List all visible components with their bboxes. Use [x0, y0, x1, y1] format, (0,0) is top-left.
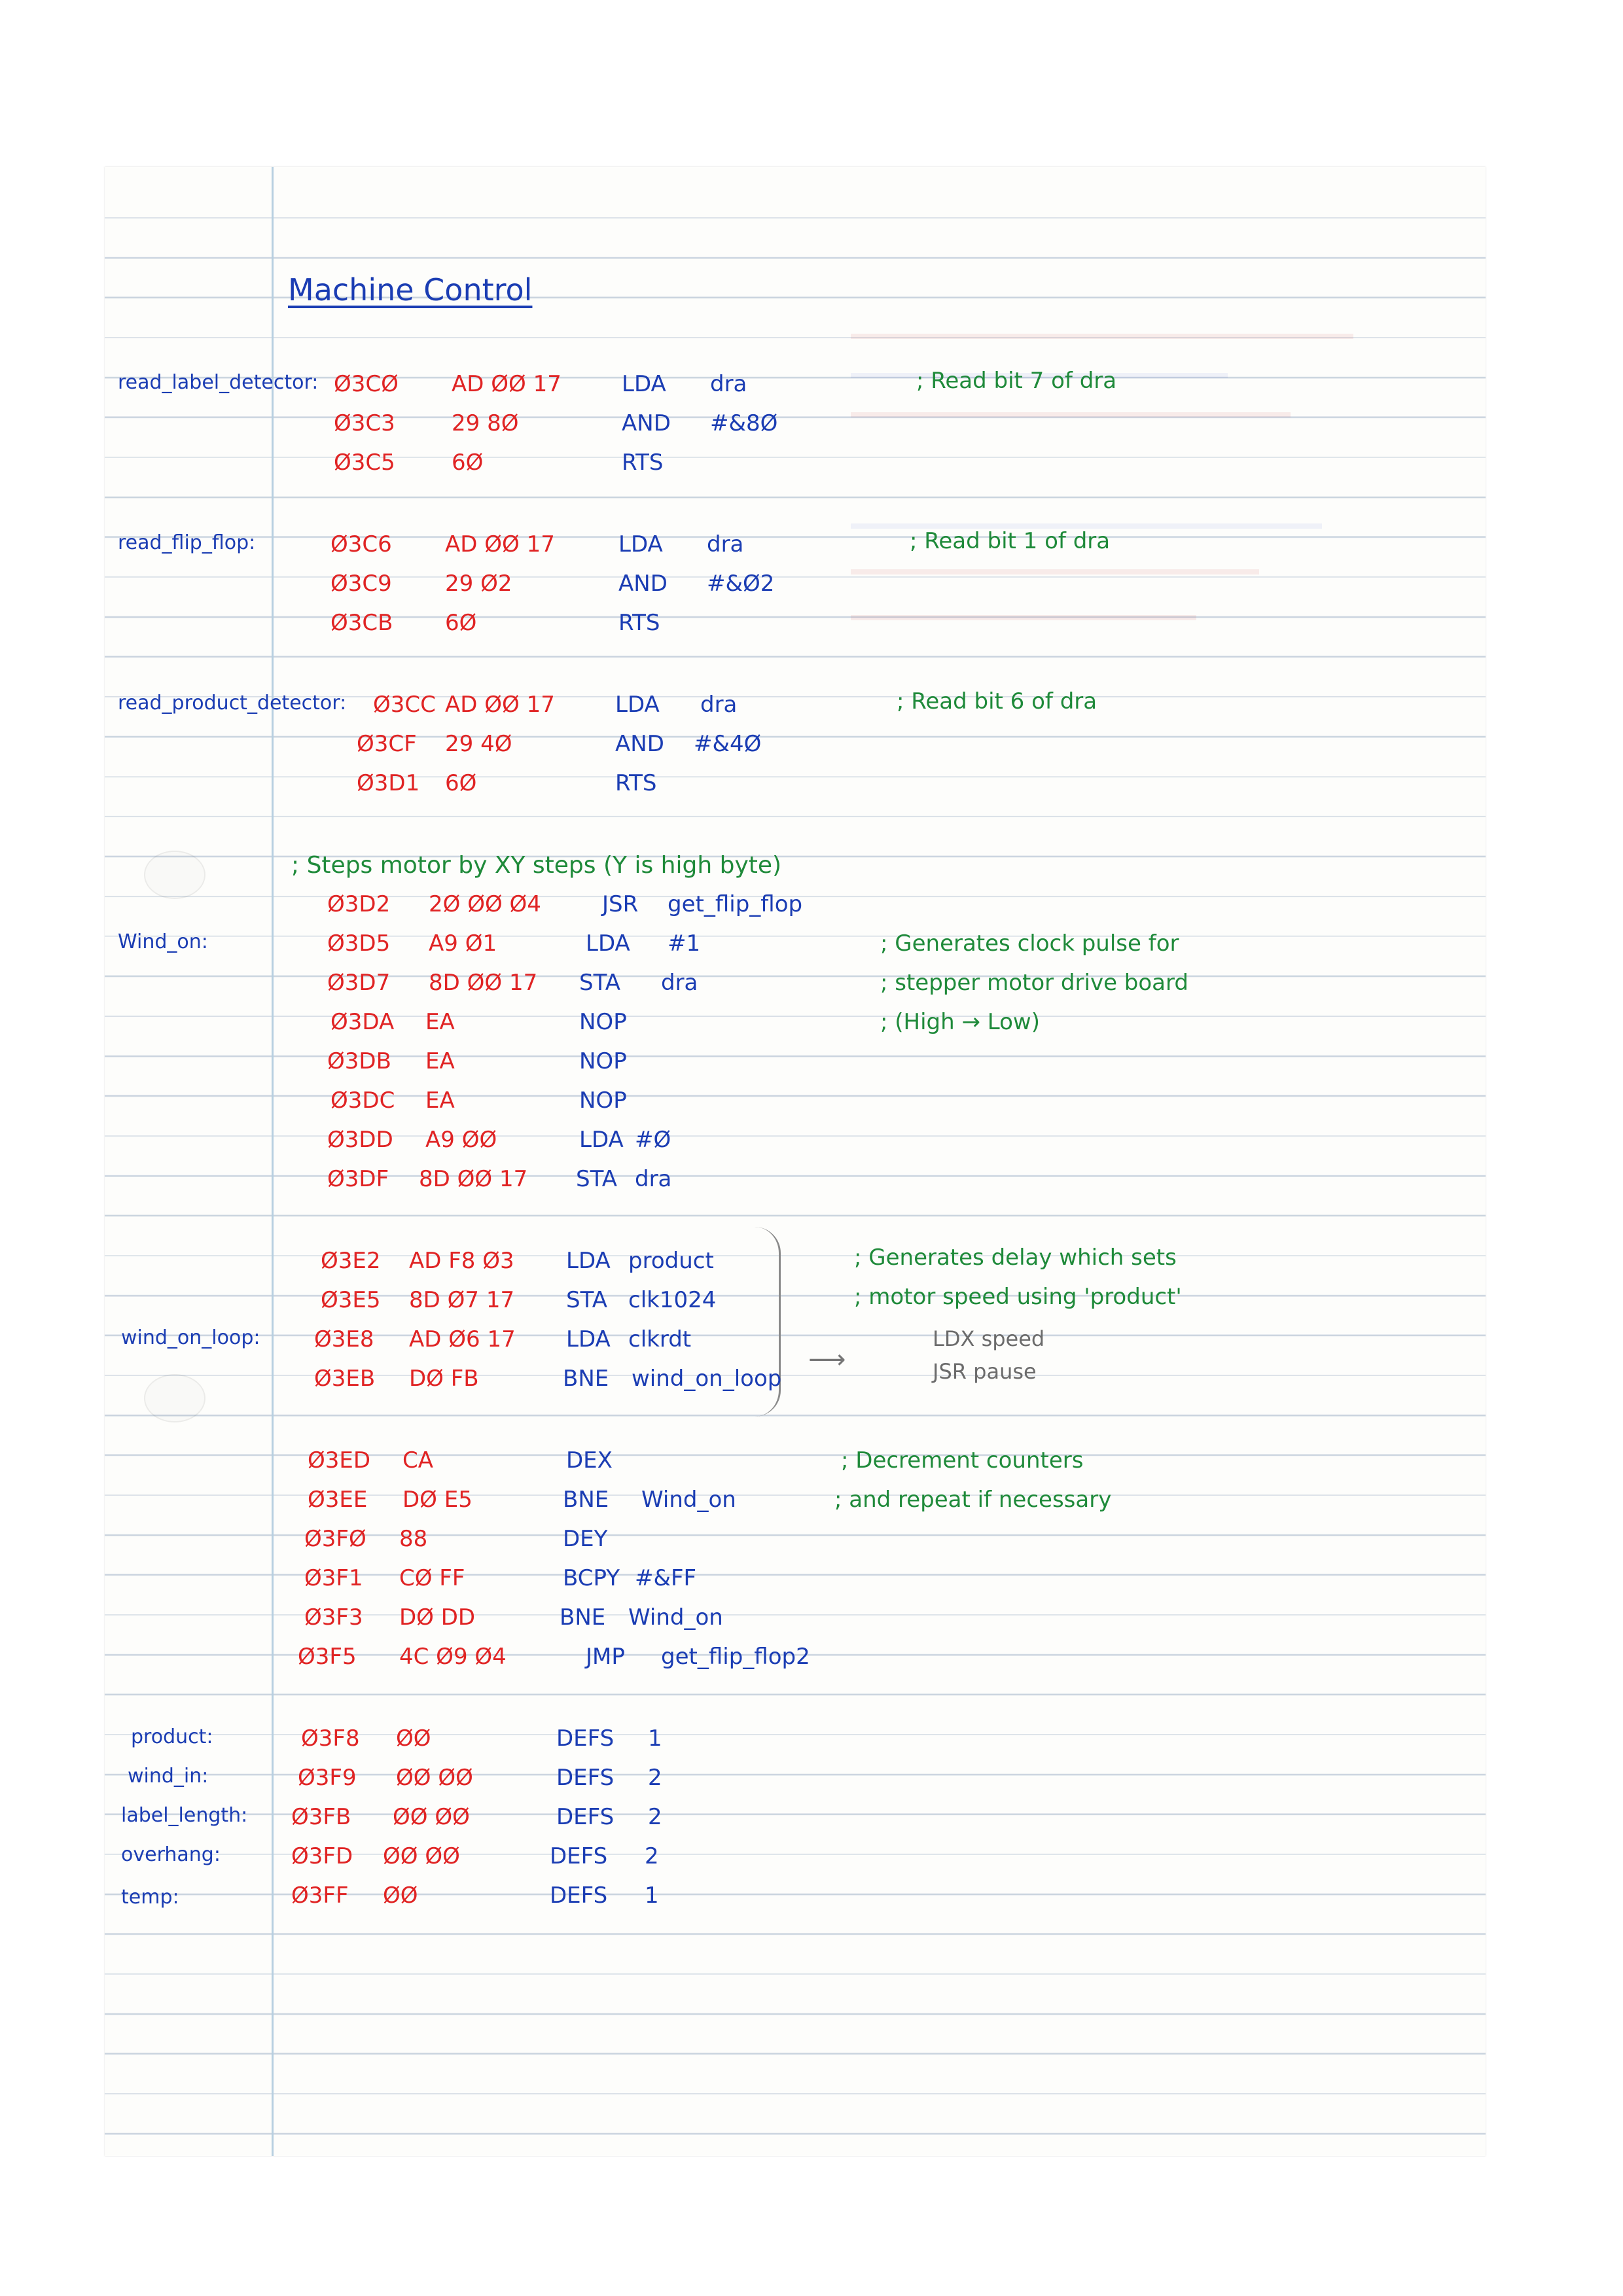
operand: #&4Ø: [694, 731, 762, 757]
address: Ø3F8: [301, 1725, 360, 1752]
operand: dra: [710, 371, 747, 397]
operand: get_flip_flop: [668, 891, 803, 917]
address: Ø3CC: [373, 692, 436, 718]
opcode-bytes: 2Ø ØØ Ø4: [429, 891, 541, 917]
opcode-bytes: EA: [425, 1048, 455, 1074]
mnemonic: DEFS: [550, 1882, 608, 1909]
mnemonic: DEFS: [556, 1765, 615, 1791]
mnemonic: DEX: [566, 1447, 613, 1474]
mnemonic: LDA: [586, 930, 630, 957]
mnemonic: RTS: [618, 610, 660, 636]
mnemonic: RTS: [615, 770, 657, 796]
mnemonic: NOP: [579, 1087, 627, 1114]
opcode-bytes: 6Ø: [445, 770, 477, 796]
mnemonic: DEFS: [556, 1804, 615, 1830]
address: Ø3DF: [327, 1166, 389, 1192]
opcode-bytes: 8D Ø7 17: [409, 1287, 515, 1313]
dec-comment-2: ; and repeat if necessary: [834, 1487, 1112, 1513]
punch-hole: [144, 851, 205, 899]
operand: dra: [661, 970, 698, 996]
address: Ø3FB: [291, 1804, 351, 1830]
opcode-bytes: AD ØØ 17: [445, 531, 555, 557]
address: Ø3E5: [321, 1287, 381, 1313]
opcode-bytes: ØØ ØØ: [393, 1804, 470, 1830]
operand: wind_on_loop: [632, 1366, 782, 1392]
opcode-bytes: ØØ: [383, 1882, 418, 1909]
address: Ø3D1: [357, 770, 420, 796]
mnemonic: LDA: [566, 1326, 611, 1352]
aside-note-2: JSR pause: [933, 1359, 1037, 1384]
opcode-bytes: EA: [425, 1009, 455, 1035]
opcode-bytes: A9 ØØ: [425, 1127, 497, 1153]
wind-comment-1: ; Generates clock pulse for: [880, 930, 1179, 957]
wind-comment-2: ; stepper motor drive board: [880, 970, 1188, 996]
mnemonic: RTS: [622, 450, 664, 476]
margin-rule: [272, 167, 274, 2156]
address: Ø3EE: [308, 1487, 368, 1513]
address: Ø3C3: [334, 410, 395, 436]
opcode-bytes: 29 8Ø: [452, 410, 519, 436]
defs-label: overhang:: [121, 1843, 221, 1866]
address: Ø3D2: [327, 891, 391, 917]
mnemonic: BNE: [563, 1366, 609, 1392]
mnemonic: JSR: [602, 891, 639, 917]
operand: 1: [645, 1882, 659, 1909]
address: Ø3F9: [298, 1765, 357, 1791]
operand: 2: [648, 1765, 662, 1791]
opcode-bytes: A9 Ø1: [429, 930, 497, 957]
address: Ø3F5: [298, 1644, 357, 1670]
opcode-bytes: DØ E5: [402, 1487, 473, 1513]
operand: clkrdt: [628, 1326, 692, 1352]
address: Ø3DA: [330, 1009, 395, 1035]
label-read-product-detector: read_product_detector:: [118, 692, 347, 715]
opcode-bytes: AD Ø6 17: [409, 1326, 516, 1352]
defs-label: product:: [131, 1725, 213, 1748]
opcode-bytes: ØØ: [396, 1725, 431, 1752]
comment-read-label-detector: ; Read bit 7 of dra: [916, 368, 1117, 394]
mnemonic: NOP: [579, 1009, 627, 1035]
mnemonic: LDA: [618, 531, 663, 557]
opcode-bytes: ØØ ØØ: [396, 1765, 473, 1791]
address: Ø3FF: [291, 1882, 349, 1909]
operand: Wind_on: [628, 1604, 723, 1631]
operand: #1: [668, 930, 701, 957]
opcode-bytes: ØØ ØØ: [383, 1843, 460, 1869]
mnemonic: AND: [615, 731, 664, 757]
operand: clk1024: [628, 1287, 717, 1313]
operand: #&8Ø: [710, 410, 778, 436]
address: Ø3F1: [304, 1565, 363, 1591]
mnemonic: STA: [566, 1287, 607, 1313]
address: Ø3CB: [330, 610, 393, 636]
address: Ø3FØ: [304, 1526, 366, 1552]
address: Ø3C6: [330, 531, 392, 557]
opcode-bytes: CA: [402, 1447, 433, 1474]
operand: #&FF: [635, 1565, 697, 1591]
operand: #&Ø2: [707, 571, 775, 597]
defs-label: label_length:: [121, 1804, 248, 1827]
address: Ø3FD: [291, 1843, 353, 1869]
operand: dra: [707, 531, 744, 557]
punch-hole: [144, 1374, 205, 1422]
mnemonic: JMP: [586, 1644, 625, 1670]
mnemonic: BCPY: [563, 1565, 620, 1591]
opcode-bytes: 4C Ø9 Ø4: [399, 1644, 507, 1670]
operand: get_flip_flop2: [661, 1644, 810, 1670]
arrow-icon: ⟶: [808, 1345, 846, 1375]
address: Ø3ED: [308, 1447, 371, 1474]
address: Ø3DC: [330, 1087, 395, 1114]
operand: Wind_on: [641, 1487, 736, 1513]
loop-comment-2: ; motor speed using 'product': [854, 1284, 1182, 1310]
operand: dra: [635, 1166, 672, 1192]
mnemonic: LDA: [579, 1127, 624, 1153]
mnemonic: LDA: [622, 371, 666, 397]
opcode-bytes: DØ DD: [399, 1604, 476, 1631]
mnemonic: AND: [618, 571, 668, 597]
mnemonic: BNE: [560, 1604, 606, 1631]
address: Ø3C5: [334, 450, 395, 476]
mnemonic: LDA: [615, 692, 660, 718]
opcode-bytes: 8D ØØ 17: [429, 970, 538, 996]
operand: #Ø: [635, 1127, 671, 1153]
mnemonic: LDA: [566, 1248, 611, 1274]
address: Ø3C9: [330, 571, 392, 597]
mnemonic: STA: [576, 1166, 617, 1192]
opcode-bytes: AD ØØ 17: [452, 371, 562, 397]
opcode-bytes: EA: [425, 1087, 455, 1114]
address: Ø3DD: [327, 1127, 393, 1153]
address: Ø3F3: [304, 1604, 363, 1631]
label-read-flip-flop: read_flip_flop:: [118, 531, 256, 554]
mnemonic: STA: [579, 970, 620, 996]
address: Ø3CØ: [334, 371, 399, 397]
mnemonic: AND: [622, 410, 671, 436]
address: Ø3DB: [327, 1048, 391, 1074]
mnemonic: DEFS: [556, 1725, 615, 1752]
label-wind-on: Wind_on:: [118, 930, 208, 953]
opcode-bytes: CØ FF: [399, 1565, 465, 1591]
opcode-bytes: DØ FB: [409, 1366, 479, 1392]
dec-comment-1: ; Decrement counters: [841, 1447, 1084, 1474]
page-title: Machine Control: [288, 272, 533, 308]
address: Ø3EB: [314, 1366, 376, 1392]
opcode-bytes: 6Ø: [445, 610, 477, 636]
opcode-bytes: 8D ØØ 17: [419, 1166, 528, 1192]
address: Ø3E2: [321, 1248, 381, 1274]
operand: 1: [648, 1725, 662, 1752]
opcode-bytes: AD F8 Ø3: [409, 1248, 514, 1274]
comment-read-product-detector: ; Read bit 6 of dra: [897, 688, 1097, 715]
operand: dra: [700, 692, 738, 718]
mnemonic: DEY: [563, 1526, 608, 1552]
aside-note-1: LDX speed: [933, 1326, 1045, 1351]
address: Ø3D7: [327, 970, 391, 996]
opcode-bytes: 29 4Ø: [445, 731, 512, 757]
comment-read-flip-flop: ; Read bit 1 of dra: [910, 528, 1111, 554]
mnemonic: NOP: [579, 1048, 627, 1074]
opcode-bytes: 29 Ø2: [445, 571, 512, 597]
mnemonic: DEFS: [550, 1843, 608, 1869]
opcode-bytes: AD ØØ 17: [445, 692, 555, 718]
loop-comment-1: ; Generates delay which sets: [854, 1245, 1177, 1271]
address: Ø3D5: [327, 930, 391, 957]
label-wind-on-loop: wind_on_loop:: [121, 1326, 260, 1349]
opcode-bytes: 6Ø: [452, 450, 484, 476]
steps-comment: ; Steps motor by XY steps (Y is high byte): [291, 852, 782, 879]
address: Ø3E8: [314, 1326, 374, 1352]
label-read-label-detector: read_label_detector:: [118, 371, 319, 394]
opcode-bytes: 88: [399, 1526, 428, 1552]
operand: 2: [648, 1804, 662, 1830]
defs-label: wind_in:: [128, 1765, 209, 1788]
mnemonic: BNE: [563, 1487, 609, 1513]
operand: 2: [645, 1843, 659, 1869]
wind-comment-3: ; (High → Low): [880, 1009, 1040, 1035]
operand: product: [628, 1248, 714, 1274]
defs-label: temp:: [121, 1886, 179, 1909]
address: Ø3CF: [357, 731, 417, 757]
